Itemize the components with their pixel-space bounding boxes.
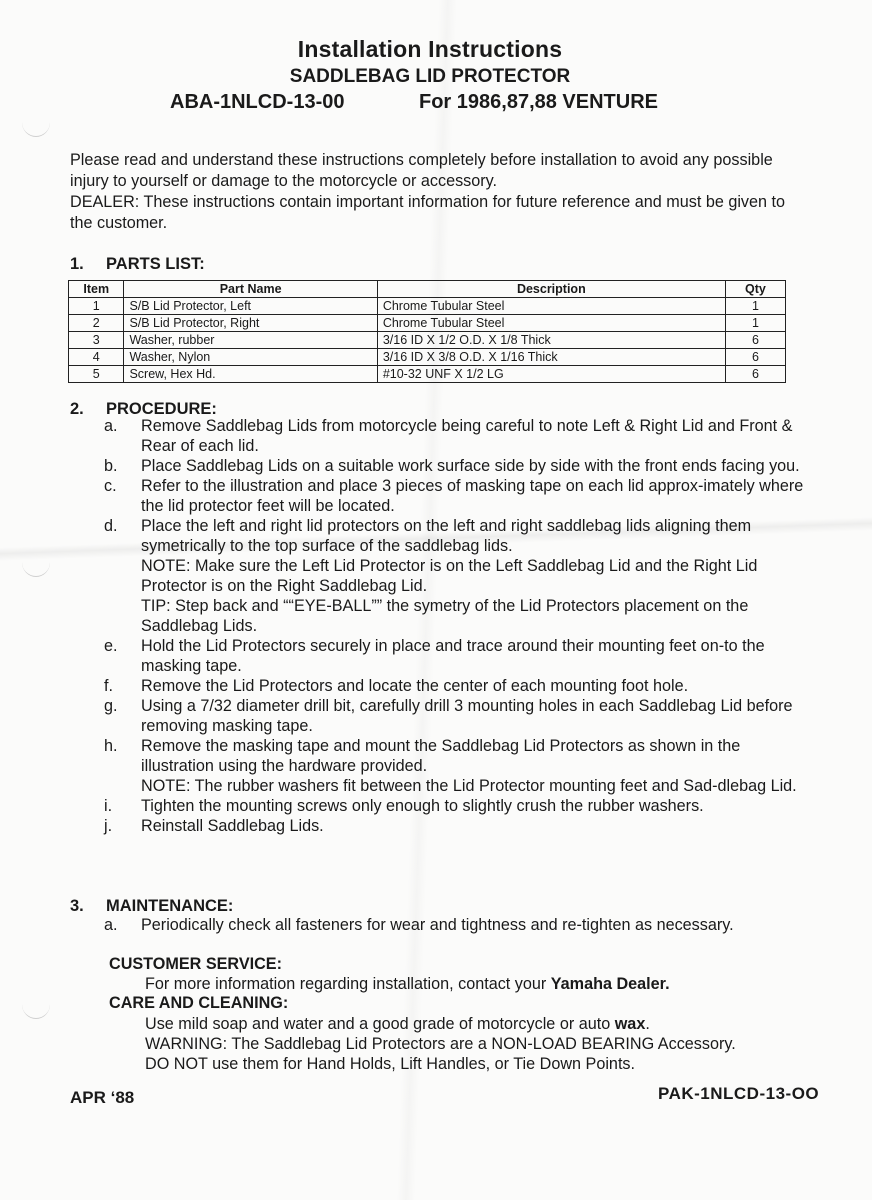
section-number: 2. [70, 400, 84, 418]
step-text: Tighten the mounting screws only enough to slightly crush the rubber washers. [141, 797, 704, 815]
cell-description: 3/16 ID X 1/2 O.D. X 1/8 Thick [377, 332, 725, 349]
intro-section [70, 150, 800, 234]
cell-description: 3/16 ID X 3/8 O.D. X 1/16 Thick [377, 349, 725, 366]
step-letter: f. [104, 677, 113, 695]
table-row [69, 332, 786, 349]
dealer-emphasis: Yamaha Dealer. [550, 975, 670, 993]
section-title: PARTS LIST: [106, 255, 205, 273]
step-text: Place the left and right lid protectors on the left and right saddlebag lids aligning them symetrically to the top surface of the saddlebag lids. [141, 517, 752, 555]
punch-hole-mark [22, 108, 50, 137]
step-letter: a. [104, 417, 118, 435]
column-header-item: Item [69, 281, 124, 298]
column-header-part-name: Part Name [124, 281, 377, 298]
section-title: MAINTENANCE: [106, 897, 234, 915]
cell-part-name: Screw, Hex Hd. [124, 366, 377, 383]
procedure-step [104, 516, 804, 636]
step-text: Periodically check all fasteners for wear and tightness and re-tighten as necessary. [141, 916, 734, 934]
cell-item: 2 [69, 315, 124, 332]
step-text: Place Saddlebag Lids on a suitable work surface side by side with the front ends facing you. [141, 457, 800, 475]
cell-qty: 1 [725, 298, 785, 315]
table-row [69, 366, 786, 383]
parts-table [68, 280, 786, 383]
procedure-step [104, 456, 804, 476]
step-letter: e. [104, 637, 118, 655]
table-row [69, 298, 786, 315]
warning-text: WARNING: The Saddlebag Lid Protectors are a NON-LOAD BEARING Accessory. [145, 1035, 736, 1053]
procedure-step [104, 816, 804, 836]
section-number: 1. [70, 255, 84, 273]
parts-list-heading [70, 255, 205, 274]
procedure-steps [104, 416, 804, 836]
punch-hole-mark [22, 990, 50, 1019]
do-not-text: DO NOT use them for Hand Holds, Lift Handles, or Tie Down Points. [145, 1055, 636, 1073]
cell-description: Chrome Tubular Steel [377, 315, 725, 332]
customer-service-heading: CUSTOMER SERVICE: [109, 955, 282, 973]
step-text: Refer to the illustration and place 3 pieces of masking tape on each lid approx-imately where the lid protector feet will be located. [141, 477, 804, 515]
cell-part-name: S/B Lid Protector, Right [124, 315, 377, 332]
procedure-step [104, 676, 804, 696]
care-cleaning-heading: CARE AND CLEANING: [109, 994, 289, 1012]
step-note: NOTE: Make sure the Left Lid Protector is on the Left Saddlebag Lid and the Right Lid Protector is on the Right Saddlebag Lid. [141, 557, 758, 595]
cell-item: 3 [69, 332, 124, 349]
cell-part-name: S/B Lid Protector, Left [124, 298, 377, 315]
procedure-step [104, 636, 804, 676]
customer-service-text [145, 974, 825, 994]
step-text: Remove Saddlebag Lids from motorcycle being careful to note Left & Right Lid and Front & Rear of each lid. [141, 417, 793, 455]
maintenance-steps [104, 915, 804, 935]
step-letter: i. [104, 797, 113, 815]
maintenance-heading [70, 897, 233, 916]
footer-pak-number: PAK-1NLCD-13-OO [658, 1084, 820, 1103]
cell-part-name: Washer, Nylon [124, 349, 377, 366]
intro-paragraph: Please read and understand these instructions completely before installation to avoid any possible injury to yourself or damage to the motorcycle or accessory. [70, 151, 773, 190]
step-text: Using a 7/32 diameter drill bit, carefully drill 3 mounting holes in each Saddlebag Lid before removing masking tape. [141, 697, 793, 735]
step-note: NOTE: The rubber washers fit between the Lid Protector mounting feet and Sad-dlebag Lid. [141, 777, 797, 795]
document-subtitle: SADDLEBAG LID PROTECTOR [289, 66, 571, 87]
cell-qty: 6 [725, 349, 785, 366]
dealer-paragraph: DEALER: These instructions contain important information for future reference and must be given to the customer. [70, 193, 786, 232]
step-text: Hold the Lid Protectors securely in place and trace around their mounting feet on-to the masking tape. [141, 637, 765, 675]
customer-service-body: For more information regarding installation, contact your [145, 975, 551, 993]
maintenance-step [104, 915, 804, 935]
step-letter: g. [104, 697, 118, 715]
cell-qty: 6 [725, 332, 785, 349]
step-letter: j. [104, 817, 113, 835]
cell-qty: 1 [725, 315, 785, 332]
section-title: PROCEDURE: [106, 400, 217, 418]
cell-item: 5 [69, 366, 124, 383]
cell-item: 1 [69, 298, 124, 315]
cell-description: #10-32 UNF X 1/2 LG [377, 366, 725, 383]
procedure-step [104, 736, 804, 796]
footer-date: APR ‘88 [70, 1088, 135, 1107]
procedure-step [104, 476, 804, 516]
table-header-row [69, 281, 786, 298]
punch-hole-mark [22, 548, 50, 577]
care-body: Use mild soap and water and a good grade of motorcycle or auto [145, 1015, 615, 1033]
step-tip: TIP: Step back and ““EYE-BALL”” the symetry of the Lid Protectors placement on the Saddlebag Lids. [141, 597, 749, 635]
procedure-step [104, 696, 804, 736]
procedure-step [104, 416, 804, 456]
applicability: For 1986,87,88 VENTURE [419, 91, 658, 113]
step-letter: a. [104, 916, 118, 934]
care-end: . [645, 1015, 650, 1033]
document-title: Installation Instructions [297, 36, 563, 62]
step-letter: b. [104, 457, 118, 475]
column-header-description: Description [377, 281, 725, 298]
step-text: Remove the Lid Protectors and locate the center of each mounting foot hole. [141, 677, 689, 695]
step-text: Reinstall Saddlebag Lids. [141, 817, 324, 835]
section-number: 3. [70, 897, 84, 915]
cell-description: Chrome Tubular Steel [377, 298, 725, 315]
table-row [69, 349, 786, 366]
cell-part-name: Washer, rubber [124, 332, 377, 349]
procedure-step [104, 796, 804, 816]
cell-qty: 6 [725, 366, 785, 383]
care-cleaning-text [145, 1014, 825, 1074]
step-letter: h. [104, 737, 118, 755]
table-row [69, 315, 786, 332]
part-number: ABA-1NLCD-13-00 [170, 91, 345, 113]
column-header-qty: Qty [725, 281, 785, 298]
cell-item: 4 [69, 349, 124, 366]
step-text: Remove the masking tape and mount the Saddlebag Lid Protectors as shown in the illustration using the hardware provided. [141, 737, 741, 775]
wax-emphasis: wax [614, 1015, 646, 1033]
step-letter: c. [104, 477, 117, 495]
step-letter: d. [104, 517, 118, 535]
